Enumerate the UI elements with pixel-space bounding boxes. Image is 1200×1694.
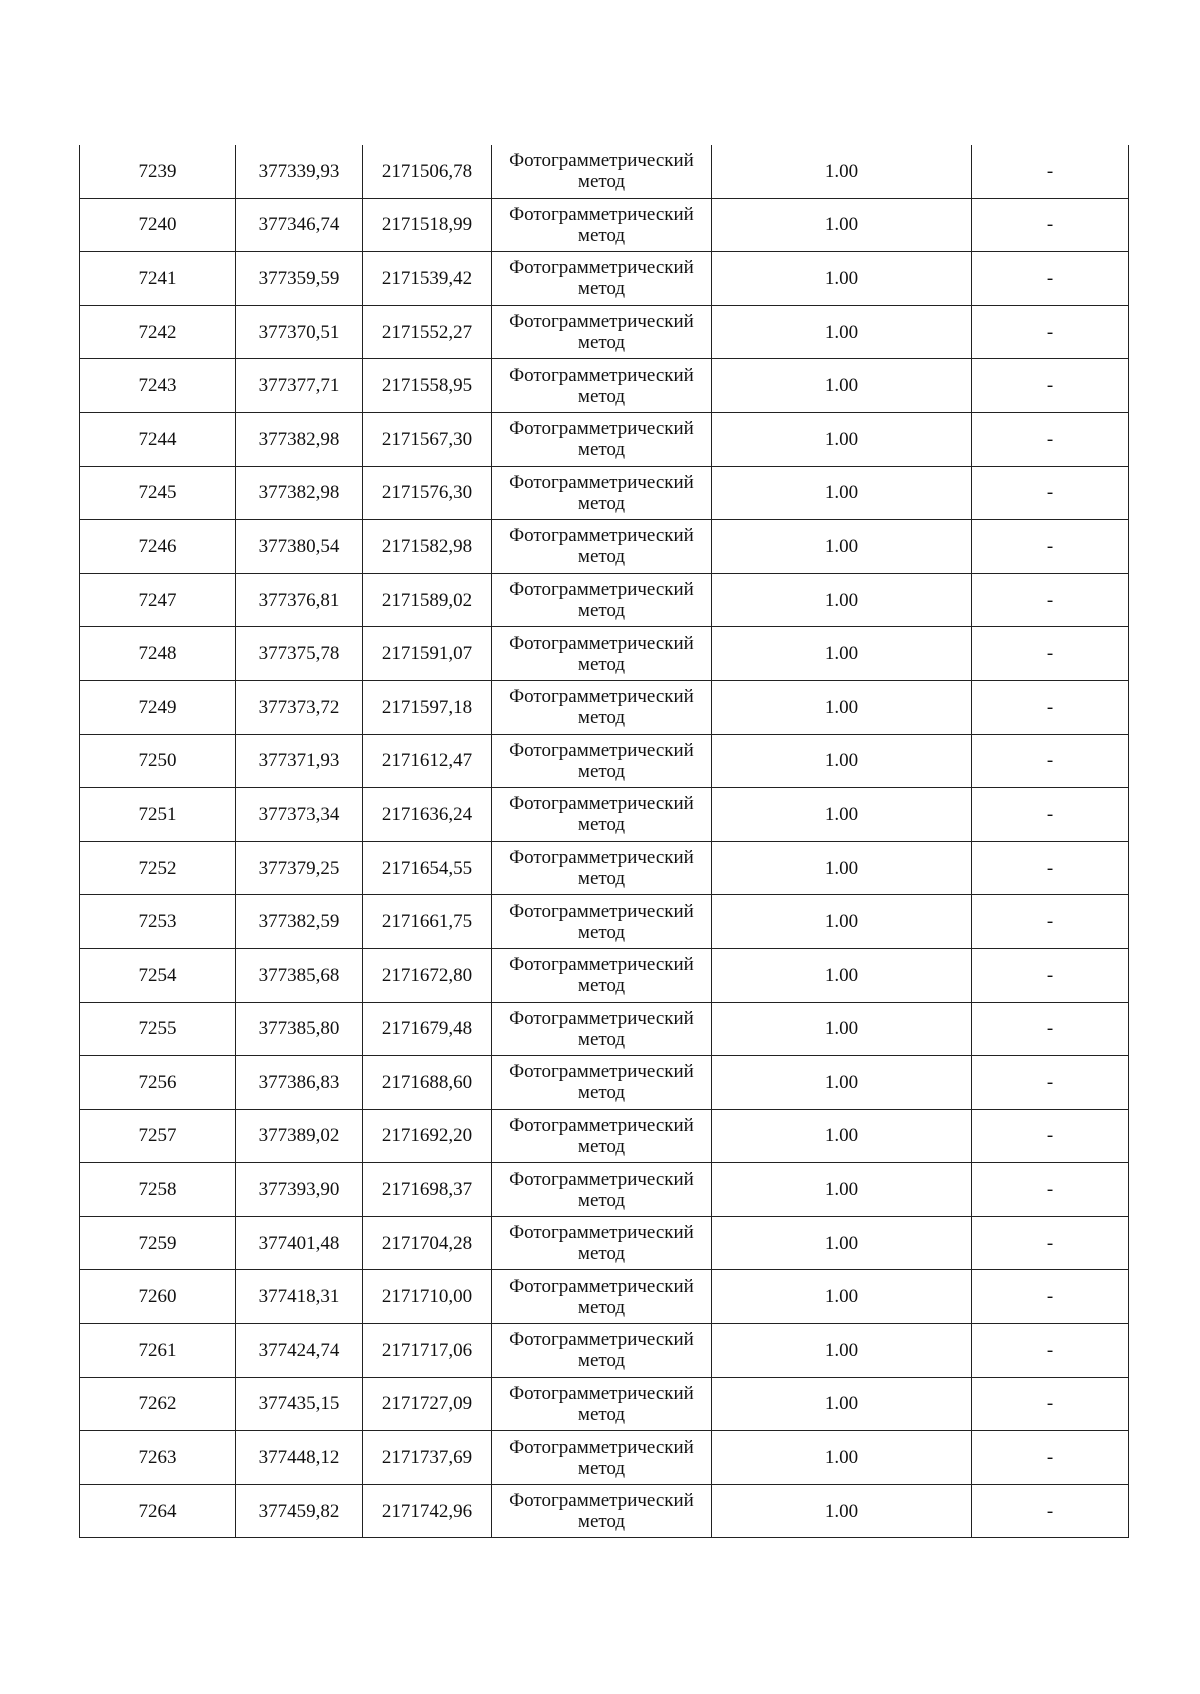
accuracy-cell: 1.00 <box>712 573 972 627</box>
accuracy-cell: 1.00 <box>712 1056 972 1110</box>
note-cell: - <box>972 1056 1129 1110</box>
method-text-line: метод <box>577 171 626 193</box>
x-coordinate-cell: 377373,72 <box>236 680 363 734</box>
method-text-line: метод <box>577 278 626 300</box>
method-text-line: Фотограмметрический <box>509 203 694 225</box>
point-number-cell: 7249 <box>80 680 236 734</box>
table-row <box>80 948 1129 1002</box>
method-text-line: метод <box>577 707 626 729</box>
point-number-cell: 7243 <box>80 359 236 413</box>
table-row <box>80 252 1129 306</box>
method-text-line: Фотограмметрический <box>509 311 694 333</box>
accuracy-cell: 1.00 <box>712 359 972 413</box>
y-coordinate-cell: 2171567,30 <box>363 412 492 466</box>
accuracy-cell: 1.00 <box>712 1163 972 1217</box>
method-text-line: метод <box>577 760 626 782</box>
point-number-cell: 7264 <box>80 1484 236 1538</box>
point-number-cell: 7240 <box>80 198 236 252</box>
note-cell: - <box>972 680 1129 734</box>
method-text-line: метод <box>577 1296 626 1318</box>
point-number-cell: 7247 <box>80 573 236 627</box>
y-coordinate-cell: 2171698,37 <box>363 1163 492 1217</box>
accuracy-cell: 1.00 <box>712 627 972 681</box>
method-cell <box>492 895 712 949</box>
x-coordinate-cell: 377376,81 <box>236 573 363 627</box>
x-coordinate-cell: 377339,93 <box>236 145 363 198</box>
method-text-line: Фотограмметрический <box>509 525 694 547</box>
y-coordinate-cell: 2171679,48 <box>363 1002 492 1056</box>
method-text-line: Фотограмметрический <box>509 418 694 440</box>
table-row <box>80 680 1129 734</box>
table-row <box>80 520 1129 574</box>
accuracy-cell: 1.00 <box>712 1002 972 1056</box>
method-text-line: метод <box>577 653 626 675</box>
accuracy-cell: 1.00 <box>712 305 972 359</box>
method-text-line: метод <box>577 975 626 997</box>
y-coordinate-cell: 2171591,07 <box>363 627 492 681</box>
y-coordinate-cell: 2171558,95 <box>363 359 492 413</box>
method-text-line: метод <box>577 1135 626 1157</box>
y-coordinate-cell: 2171589,02 <box>363 573 492 627</box>
note-cell: - <box>972 1109 1129 1163</box>
method-text-line: Фотограмметрический <box>509 1490 694 1512</box>
note-cell: - <box>972 252 1129 306</box>
y-coordinate-cell: 2171661,75 <box>363 895 492 949</box>
table-row <box>80 359 1129 413</box>
note-cell: - <box>972 734 1129 788</box>
x-coordinate-cell: 377401,48 <box>236 1216 363 1270</box>
note-cell: - <box>972 1270 1129 1324</box>
accuracy-cell: 1.00 <box>712 841 972 895</box>
x-coordinate-cell: 377359,59 <box>236 252 363 306</box>
table-row <box>80 1431 1129 1485</box>
table-row <box>80 895 1129 949</box>
y-coordinate-cell: 2171742,96 <box>363 1484 492 1538</box>
x-coordinate-cell: 377371,93 <box>236 734 363 788</box>
point-number-cell: 7261 <box>80 1324 236 1378</box>
method-cell <box>492 1163 712 1217</box>
point-number-cell: 7251 <box>80 788 236 842</box>
note-cell: - <box>972 359 1129 413</box>
table-row <box>80 1377 1129 1431</box>
table-row <box>80 1270 1129 1324</box>
method-text-line: метод <box>577 1403 626 1425</box>
method-cell <box>492 412 712 466</box>
y-coordinate-cell: 2171688,60 <box>363 1056 492 1110</box>
x-coordinate-cell: 377375,78 <box>236 627 363 681</box>
note-cell: - <box>972 198 1129 252</box>
x-coordinate-cell: 377382,59 <box>236 895 363 949</box>
method-text-line: Фотограмметрический <box>509 632 694 654</box>
table-row <box>80 412 1129 466</box>
table-row <box>80 305 1129 359</box>
point-number-cell: 7239 <box>80 145 236 198</box>
method-cell <box>492 734 712 788</box>
y-coordinate-cell: 2171576,30 <box>363 466 492 520</box>
point-number-cell: 7252 <box>80 841 236 895</box>
method-text-line: метод <box>577 1189 626 1211</box>
accuracy-cell: 1.00 <box>712 788 972 842</box>
y-coordinate-cell: 2171727,09 <box>363 1377 492 1431</box>
accuracy-cell: 1.00 <box>712 1324 972 1378</box>
method-text-line: метод <box>577 224 626 246</box>
y-coordinate-cell: 2171672,80 <box>363 948 492 1002</box>
accuracy-cell: 1.00 <box>712 198 972 252</box>
table-row <box>80 1056 1129 1110</box>
method-cell <box>492 252 712 306</box>
table-row <box>80 1324 1129 1378</box>
method-text-line: Фотограмметрический <box>509 1436 694 1458</box>
x-coordinate-cell: 377393,90 <box>236 1163 363 1217</box>
point-number-cell: 7255 <box>80 1002 236 1056</box>
point-number-cell: 7245 <box>80 466 236 520</box>
method-text-line: Фотограмметрический <box>509 1061 694 1083</box>
y-coordinate-cell: 2171597,18 <box>363 680 492 734</box>
y-coordinate-cell: 2171704,28 <box>363 1216 492 1270</box>
note-cell: - <box>972 1324 1129 1378</box>
method-cell <box>492 1324 712 1378</box>
method-text-line: метод <box>577 1457 626 1479</box>
accuracy-cell: 1.00 <box>712 734 972 788</box>
point-number-cell: 7262 <box>80 1377 236 1431</box>
method-cell <box>492 145 712 198</box>
note-cell: - <box>972 627 1129 681</box>
note-cell: - <box>972 573 1129 627</box>
method-cell <box>492 841 712 895</box>
point-number-cell: 7256 <box>80 1056 236 1110</box>
method-text-line: метод <box>577 921 626 943</box>
method-text-line: Фотограмметрический <box>509 900 694 922</box>
table-row <box>80 1002 1129 1056</box>
point-number-cell: 7250 <box>80 734 236 788</box>
x-coordinate-cell: 377435,15 <box>236 1377 363 1431</box>
method-cell <box>492 627 712 681</box>
method-text-line: Фотограмметрический <box>509 364 694 386</box>
method-cell <box>492 1056 712 1110</box>
accuracy-cell: 1.00 <box>712 1216 972 1270</box>
y-coordinate-cell: 2171552,27 <box>363 305 492 359</box>
method-text-line: Фотограмметрический <box>509 686 694 708</box>
note-cell: - <box>972 466 1129 520</box>
table-row <box>80 1109 1129 1163</box>
x-coordinate-cell: 377380,54 <box>236 520 363 574</box>
note-cell: - <box>972 841 1129 895</box>
point-number-cell: 7248 <box>80 627 236 681</box>
point-number-cell: 7241 <box>80 252 236 306</box>
method-text-line: Фотограмметрический <box>509 1329 694 1351</box>
method-text-line: Фотограмметрический <box>509 1168 694 1190</box>
x-coordinate-cell: 377448,12 <box>236 1431 363 1485</box>
accuracy-cell: 1.00 <box>712 948 972 1002</box>
accuracy-cell: 1.00 <box>712 1270 972 1324</box>
method-text-line: Фотограмметрический <box>509 793 694 815</box>
x-coordinate-cell: 377379,25 <box>236 841 363 895</box>
method-cell <box>492 466 712 520</box>
method-cell <box>492 198 712 252</box>
x-coordinate-cell: 377382,98 <box>236 466 363 520</box>
note-cell: - <box>972 788 1129 842</box>
method-text-line: метод <box>577 1511 626 1533</box>
y-coordinate-cell: 2171506,78 <box>363 145 492 198</box>
accuracy-cell: 1.00 <box>712 1377 972 1431</box>
point-number-cell: 7246 <box>80 520 236 574</box>
table-row <box>80 1484 1129 1538</box>
point-number-cell: 7259 <box>80 1216 236 1270</box>
table-row <box>80 627 1129 681</box>
note-cell: - <box>972 412 1129 466</box>
accuracy-cell: 1.00 <box>712 1484 972 1538</box>
method-cell <box>492 948 712 1002</box>
note-cell: - <box>972 305 1129 359</box>
accuracy-cell: 1.00 <box>712 895 972 949</box>
method-cell <box>492 680 712 734</box>
accuracy-cell: 1.00 <box>712 520 972 574</box>
table-body <box>80 145 1129 1538</box>
method-cell <box>492 305 712 359</box>
method-text-line: Фотограмметрический <box>509 1382 694 1404</box>
note-cell: - <box>972 520 1129 574</box>
method-text-line: метод <box>577 600 626 622</box>
y-coordinate-cell: 2171654,55 <box>363 841 492 895</box>
y-coordinate-cell: 2171518,99 <box>363 198 492 252</box>
table-row <box>80 841 1129 895</box>
method-text-line: Фотограмметрический <box>509 150 694 172</box>
method-text-line: Фотограмметрический <box>509 1222 694 1244</box>
method-text-line: Фотограмметрический <box>509 579 694 601</box>
x-coordinate-cell: 377385,68 <box>236 948 363 1002</box>
point-number-cell: 7263 <box>80 1431 236 1485</box>
method-text-line: Фотограмметрический <box>509 1007 694 1029</box>
y-coordinate-cell: 2171636,24 <box>363 788 492 842</box>
method-text-line: метод <box>577 332 626 354</box>
method-text-line: Фотограмметрический <box>509 847 694 869</box>
method-text-line: Фотограмметрический <box>509 1275 694 1297</box>
x-coordinate-cell: 377346,74 <box>236 198 363 252</box>
point-number-cell: 7260 <box>80 1270 236 1324</box>
method-cell <box>492 1216 712 1270</box>
method-text-line: метод <box>577 1028 626 1050</box>
accuracy-cell: 1.00 <box>712 466 972 520</box>
table-row <box>80 1163 1129 1217</box>
note-cell: - <box>972 948 1129 1002</box>
table-row <box>80 145 1129 198</box>
table-row <box>80 1216 1129 1270</box>
note-cell: - <box>972 145 1129 198</box>
accuracy-cell: 1.00 <box>712 412 972 466</box>
point-number-cell: 7244 <box>80 412 236 466</box>
y-coordinate-cell: 2171539,42 <box>363 252 492 306</box>
x-coordinate-cell: 377424,74 <box>236 1324 363 1378</box>
method-text-line: метод <box>577 492 626 514</box>
method-cell <box>492 1377 712 1431</box>
method-cell <box>492 359 712 413</box>
y-coordinate-cell: 2171692,20 <box>363 1109 492 1163</box>
method-text-line: метод <box>577 1082 626 1104</box>
method-text-line: Фотограмметрический <box>509 1114 694 1136</box>
method-text-line: Фотограмметрический <box>509 739 694 761</box>
method-cell <box>492 573 712 627</box>
note-cell: - <box>972 1216 1129 1270</box>
table-row <box>80 466 1129 520</box>
y-coordinate-cell: 2171717,06 <box>363 1324 492 1378</box>
method-cell <box>492 1270 712 1324</box>
method-cell <box>492 788 712 842</box>
x-coordinate-cell: 377459,82 <box>236 1484 363 1538</box>
method-cell <box>492 1431 712 1485</box>
table-row <box>80 198 1129 252</box>
point-number-cell: 7254 <box>80 948 236 1002</box>
note-cell: - <box>972 895 1129 949</box>
accuracy-cell: 1.00 <box>712 680 972 734</box>
coordinates-table <box>79 145 1129 1538</box>
note-cell: - <box>972 1163 1129 1217</box>
method-text-line: метод <box>577 385 626 407</box>
accuracy-cell: 1.00 <box>712 1431 972 1485</box>
y-coordinate-cell: 2171582,98 <box>363 520 492 574</box>
method-text-line: Фотограмметрический <box>509 471 694 493</box>
method-cell <box>492 1484 712 1538</box>
point-number-cell: 7257 <box>80 1109 236 1163</box>
note-cell: - <box>972 1431 1129 1485</box>
method-text-line: метод <box>577 546 626 568</box>
x-coordinate-cell: 377386,83 <box>236 1056 363 1110</box>
x-coordinate-cell: 377382,98 <box>236 412 363 466</box>
point-number-cell: 7242 <box>80 305 236 359</box>
method-text-line: Фотограмметрический <box>509 257 694 279</box>
y-coordinate-cell: 2171710,00 <box>363 1270 492 1324</box>
y-coordinate-cell: 2171737,69 <box>363 1431 492 1485</box>
point-number-cell: 7253 <box>80 895 236 949</box>
x-coordinate-cell: 377373,34 <box>236 788 363 842</box>
method-text-line: метод <box>577 439 626 461</box>
accuracy-cell: 1.00 <box>712 252 972 306</box>
method-text-line: метод <box>577 868 626 890</box>
x-coordinate-cell: 377370,51 <box>236 305 363 359</box>
note-cell: - <box>972 1484 1129 1538</box>
y-coordinate-cell: 2171612,47 <box>363 734 492 788</box>
x-coordinate-cell: 377418,31 <box>236 1270 363 1324</box>
note-cell: - <box>972 1002 1129 1056</box>
accuracy-cell: 1.00 <box>712 145 972 198</box>
method-cell <box>492 520 712 574</box>
accuracy-cell: 1.00 <box>712 1109 972 1163</box>
x-coordinate-cell: 377385,80 <box>236 1002 363 1056</box>
x-coordinate-cell: 377389,02 <box>236 1109 363 1163</box>
x-coordinate-cell: 377377,71 <box>236 359 363 413</box>
method-cell <box>492 1002 712 1056</box>
table-row <box>80 788 1129 842</box>
note-cell: - <box>972 1377 1129 1431</box>
method-text-line: метод <box>577 1243 626 1265</box>
method-cell <box>492 1109 712 1163</box>
table-row <box>80 573 1129 627</box>
method-text-line: Фотограмметрический <box>509 954 694 976</box>
table-row <box>80 734 1129 788</box>
method-text-line: метод <box>577 814 626 836</box>
point-number-cell: 7258 <box>80 1163 236 1217</box>
method-text-line: метод <box>577 1350 626 1372</box>
